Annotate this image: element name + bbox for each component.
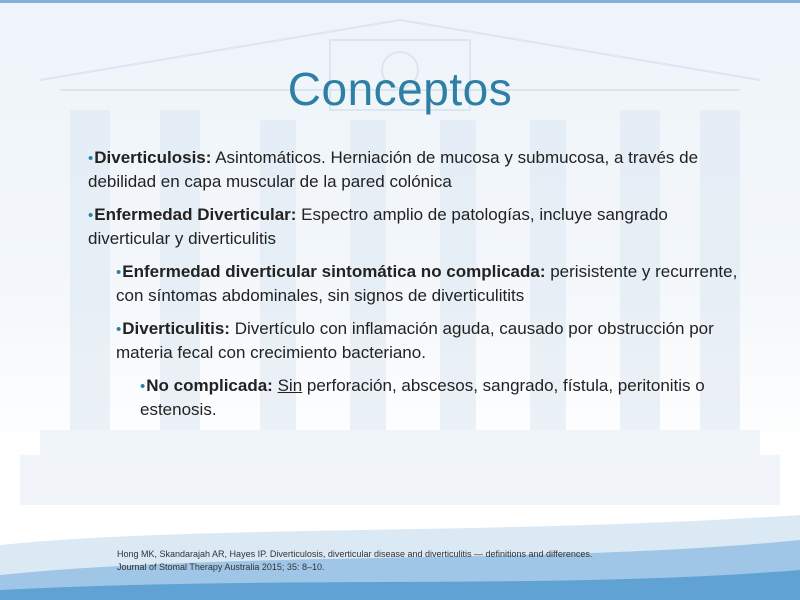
reference-line-2: Journal of Stomal Therapy Australia 2015; 35: 8–10.: [117, 562, 325, 572]
bullet-icon: •: [88, 150, 94, 167]
slide-title: Conceptos: [287, 63, 513, 115]
term-label: Diverticulosis:: [94, 148, 212, 167]
definition-text: perforación, abscesos, sangrado, fístula, peritonitis o estenosis.: [140, 376, 705, 419]
slide-content: [88, 146, 758, 431]
bullet-icon: •: [116, 321, 122, 338]
bullet-item-diverticulosis: [88, 146, 748, 193]
reference-citation: [117, 548, 717, 574]
definition-text: Asintomáticos. Herniación de mucosa y submucosa, a través de debilidad en capa muscular de la pared colónica: [88, 148, 699, 191]
term-label: Enfermedad diverticular sintomática no complicada:: [122, 262, 546, 281]
definition-text: perisistente y recurrente, con síntomas abdominales, sin signos de diverticulitits: [116, 262, 738, 305]
bullet-icon: •: [140, 378, 146, 395]
bullet-item-sintomatica-no-complicada: [116, 260, 746, 307]
term-label: Diverticulitis:: [122, 319, 230, 338]
term-label: Enfermedad Diverticular:: [94, 205, 297, 224]
definition-text: Espectro amplio de patologías, incluye sangrado diverticular y diverticulitis: [88, 205, 668, 248]
term-label: No complicada:: [146, 376, 273, 395]
bullet-item-diverticulitis: [116, 317, 746, 364]
underlined-word: Sin: [277, 376, 303, 395]
bullet-item-enfermedad-diverticular: [88, 203, 748, 250]
top-accent-line: [0, 0, 800, 3]
definition-text: Divertículo con inflamación aguda, causado por obstrucción por materia fecal con crecimiento bacteriano.: [116, 319, 714, 362]
bullet-icon: •: [88, 207, 94, 224]
reference-line-1: Hong MK, Skandarajah AR, Hayes IP. Diverticulosis, diverticular disease and diverticulitis — definitions and differences.: [117, 549, 593, 559]
bullet-icon: •: [116, 264, 122, 281]
bullet-item-no-complicada: [140, 374, 740, 421]
